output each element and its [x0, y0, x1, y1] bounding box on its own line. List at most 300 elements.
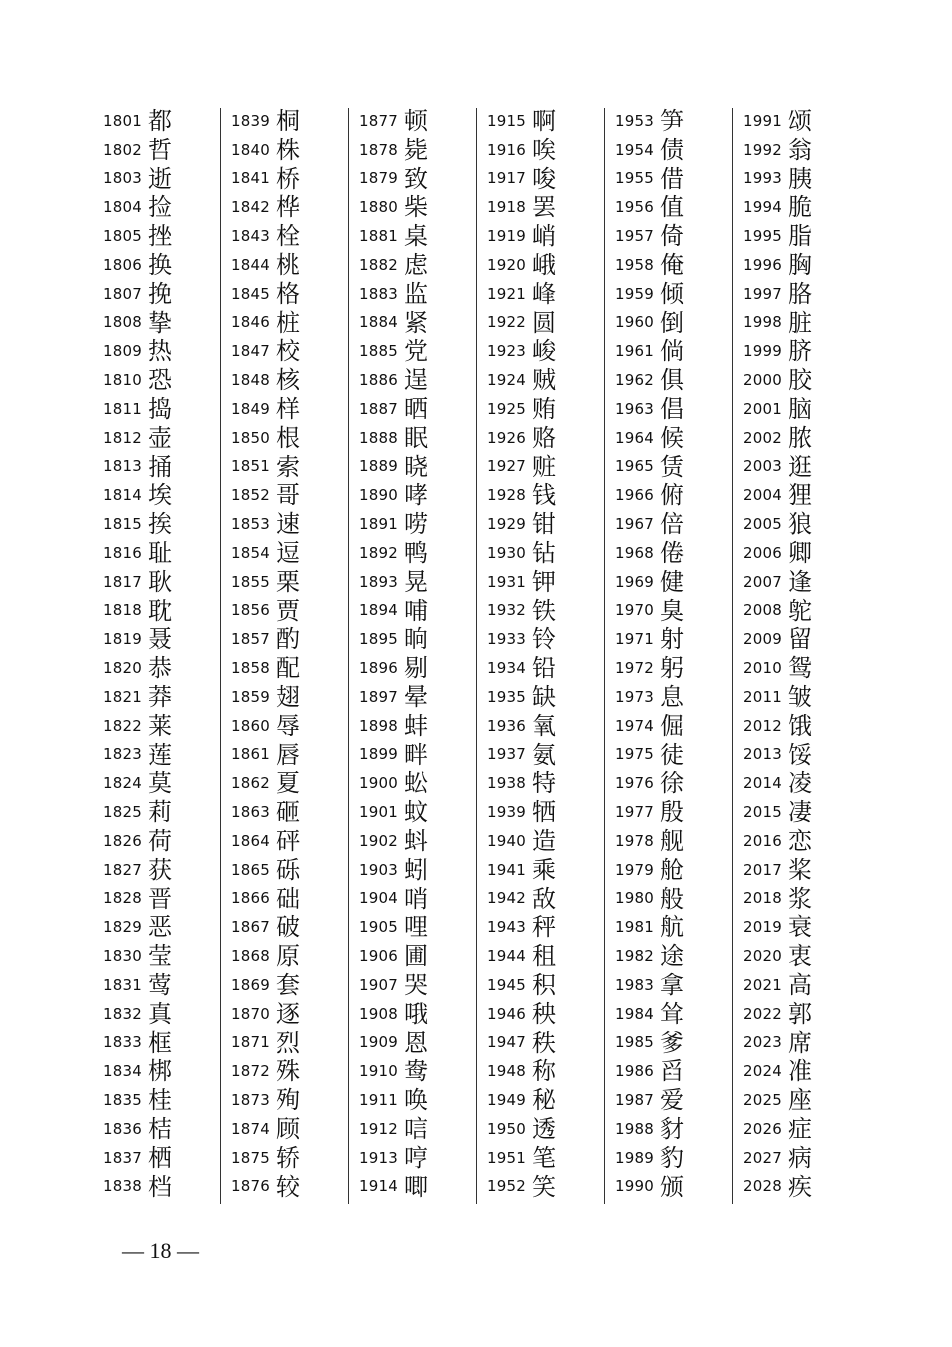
- entry-number: 2025: [743, 1091, 782, 1110]
- list-item: [224, 680, 348, 709]
- entry-number: 1854: [231, 543, 270, 562]
- entry-character: 栗: [276, 567, 300, 596]
- entry-number: 1872: [231, 1062, 270, 1081]
- entry-number: 1827: [103, 860, 142, 879]
- list-item: [480, 334, 604, 366]
- entry-number: 1950: [487, 1119, 526, 1138]
- list-item: [224, 738, 348, 767]
- list-item: [608, 738, 732, 767]
- entry-number: 1868: [231, 947, 270, 966]
- entry-character: 栓: [276, 222, 300, 251]
- list-item: [224, 162, 348, 191]
- entry-character: 逝: [148, 164, 172, 193]
- entry-character: 豺: [660, 1114, 684, 1143]
- entry-character: 晋: [148, 884, 172, 913]
- entry-number: 1936: [487, 716, 526, 735]
- column-3: [352, 104, 476, 1204]
- entry-number: 1817: [103, 572, 142, 591]
- list-item: [96, 248, 220, 277]
- entry-number: 1962: [615, 371, 654, 390]
- entry-number: 1945: [487, 975, 526, 994]
- entry-character: 哮: [404, 481, 428, 510]
- list-item: [480, 622, 604, 654]
- entry-number: 1934: [487, 659, 526, 678]
- list-item: [352, 594, 476, 623]
- list-item: [608, 392, 732, 421]
- entry-number: 1821: [103, 687, 142, 706]
- list-item: [736, 248, 860, 277]
- list-item: [352, 651, 476, 683]
- entry-number: 1958: [615, 255, 654, 274]
- entry-character: 峭: [532, 222, 556, 251]
- entry-number: 1963: [615, 399, 654, 418]
- column-divider: [220, 108, 221, 1204]
- list-item: [224, 594, 348, 623]
- entry-character: 哥: [276, 481, 300, 510]
- entry-number: 1813: [103, 457, 142, 476]
- entry-number: 1874: [231, 1119, 270, 1138]
- entry-number: 1932: [487, 601, 526, 620]
- entry-character: 造: [532, 826, 556, 855]
- entry-character: 卿: [788, 538, 812, 567]
- entry-number: 1990: [615, 1177, 654, 1196]
- entry-number: 1806: [103, 255, 142, 274]
- entry-number: 1837: [103, 1148, 142, 1167]
- entry-number: 2005: [743, 515, 782, 534]
- list-item: [352, 910, 476, 942]
- entry-number: 2017: [743, 860, 782, 879]
- entry-character: 梆: [148, 1057, 172, 1086]
- entry-number: 1961: [615, 342, 654, 361]
- list-item: [224, 478, 348, 510]
- list-item: [480, 1112, 604, 1141]
- list-item: [352, 882, 476, 911]
- entry-number: 1909: [359, 1033, 398, 1052]
- list-item: [608, 680, 732, 709]
- entry-number: 1930: [487, 543, 526, 562]
- entry-character: 速: [276, 510, 300, 539]
- entry-number: 1966: [615, 486, 654, 505]
- entry-number: 2023: [743, 1033, 782, 1052]
- list-item: [736, 594, 860, 623]
- list-item: [736, 1083, 860, 1115]
- list-item: [352, 1141, 476, 1170]
- list-item: [96, 334, 220, 366]
- entry-number: 1905: [359, 918, 398, 937]
- entry-character: 莺: [148, 970, 172, 999]
- entry-character: 逐: [276, 999, 300, 1028]
- entry-character: 致: [404, 164, 428, 193]
- entry-character: 翅: [276, 682, 300, 711]
- entry-number: 1842: [231, 198, 270, 217]
- entry-character: 蚌: [404, 711, 428, 740]
- list-item: [224, 853, 348, 882]
- entry-number: 1995: [743, 227, 782, 246]
- entry-number: 1986: [615, 1062, 654, 1081]
- entry-character: 氨: [532, 740, 556, 769]
- entry-number: 1852: [231, 486, 270, 505]
- entry-number: 1869: [231, 975, 270, 994]
- list-item: [96, 853, 220, 882]
- entry-number: 1815: [103, 515, 142, 534]
- entry-character: 饿: [788, 711, 812, 740]
- list-item: [736, 910, 860, 942]
- entry-character: 贾: [276, 596, 300, 625]
- entry-number: 1865: [231, 860, 270, 879]
- entry-character: 挫: [148, 222, 172, 251]
- entry-character: 衰: [788, 913, 812, 942]
- list-item: [480, 190, 604, 222]
- entry-number: 1979: [615, 860, 654, 879]
- entry-character: 俯: [660, 481, 684, 510]
- list-item: [480, 363, 604, 395]
- list-item: [736, 853, 860, 882]
- list-item: [608, 594, 732, 623]
- entry-number: 1948: [487, 1062, 526, 1081]
- entry-number: 1920: [487, 255, 526, 274]
- entry-character: 峨: [532, 250, 556, 279]
- entry-number: 1877: [359, 111, 398, 130]
- entry-character: 捡: [148, 193, 172, 222]
- entry-character: 狸: [788, 481, 812, 510]
- entry-number: 2006: [743, 543, 782, 562]
- entry-character: 钻: [532, 538, 556, 567]
- entry-number: 1856: [231, 601, 270, 620]
- entry-character: 爹: [660, 1028, 684, 1057]
- entry-character: 耻: [148, 538, 172, 567]
- entry-number: 2008: [743, 601, 782, 620]
- entry-character: 钾: [532, 567, 556, 596]
- entry-character: 栖: [148, 1143, 172, 1172]
- entry-number: 1972: [615, 659, 654, 678]
- list-item: [352, 363, 476, 395]
- list-item: [224, 450, 348, 479]
- entry-character: 酌: [276, 625, 300, 654]
- entry-number: 1960: [615, 313, 654, 332]
- entry-number: 1824: [103, 774, 142, 793]
- list-item: [480, 939, 604, 971]
- entry-number: 1878: [359, 140, 398, 159]
- entry-number: 1883: [359, 284, 398, 303]
- entry-number: 1855: [231, 572, 270, 591]
- column-2: [224, 104, 348, 1204]
- entry-number: 1917: [487, 169, 526, 188]
- list-item: [736, 392, 860, 421]
- entry-character: 晌: [404, 625, 428, 654]
- list-item: [224, 334, 348, 366]
- list-item: [608, 277, 732, 306]
- page-number: — 18 —: [122, 1238, 199, 1263]
- list-item: [736, 565, 860, 594]
- list-item: [224, 536, 348, 565]
- entry-character: 辱: [276, 711, 300, 740]
- entry-character: 砾: [276, 855, 300, 884]
- entry-number: 1889: [359, 457, 398, 476]
- list-item: [480, 910, 604, 942]
- entry-character: 贼: [532, 366, 556, 395]
- entry-number: 1822: [103, 716, 142, 735]
- entry-number: 2002: [743, 428, 782, 447]
- entry-number: 1926: [487, 428, 526, 447]
- entry-character: 高: [788, 970, 812, 999]
- entry-number: 2024: [743, 1062, 782, 1081]
- entry-character: 唧: [404, 1172, 428, 1201]
- list-item: [480, 1054, 604, 1086]
- entry-character: 鸳: [788, 654, 812, 683]
- column-divider: [476, 108, 477, 1204]
- list-item: [96, 1170, 220, 1199]
- entry-number: 1911: [359, 1091, 398, 1110]
- list-item: [96, 450, 220, 479]
- entry-character: 莱: [148, 711, 172, 740]
- entry-number: 1814: [103, 486, 142, 505]
- list-item: [736, 507, 860, 539]
- list-item: [352, 1026, 476, 1055]
- list-item: [480, 882, 604, 911]
- entry-number: 1833: [103, 1033, 142, 1052]
- entry-character: 莽: [148, 682, 172, 711]
- entry-number: 1928: [487, 486, 526, 505]
- entry-character: 热: [148, 337, 172, 366]
- entry-number: 1941: [487, 860, 526, 879]
- list-item: [608, 248, 732, 277]
- entry-character: 党: [404, 337, 428, 366]
- entry-number: 1880: [359, 198, 398, 217]
- entry-number: 1912: [359, 1119, 398, 1138]
- entry-number: 1915: [487, 111, 526, 130]
- list-item: [96, 766, 220, 798]
- list-item: [480, 824, 604, 853]
- entry-character: 候: [660, 423, 684, 452]
- entry-character: 恋: [788, 826, 812, 855]
- list-item: [480, 450, 604, 479]
- list-item: [480, 594, 604, 623]
- entry-number: 1983: [615, 975, 654, 994]
- entry-character: 途: [660, 942, 684, 971]
- list-item: [224, 392, 348, 421]
- entry-character: 桥: [276, 164, 300, 193]
- list-item: [352, 306, 476, 335]
- entry-character: 核: [276, 366, 300, 395]
- list-item: [224, 565, 348, 594]
- list-item: [224, 968, 348, 997]
- list-item: [96, 219, 220, 251]
- entry-character: 铅: [532, 654, 556, 683]
- entry-number: 1916: [487, 140, 526, 159]
- entry-character: 顾: [276, 1114, 300, 1143]
- entry-character: 圃: [404, 942, 428, 971]
- entry-number: 1957: [615, 227, 654, 246]
- entry-number: 1867: [231, 918, 270, 937]
- entry-number: 2015: [743, 803, 782, 822]
- list-item: [608, 882, 732, 911]
- entry-character: 射: [660, 625, 684, 654]
- list-item: [224, 1026, 348, 1055]
- entry-character: 挽: [148, 279, 172, 308]
- entry-number: 1974: [615, 716, 654, 735]
- list-item: [480, 133, 604, 162]
- entry-number: 1820: [103, 659, 142, 678]
- entry-character: 脏: [788, 308, 812, 337]
- list-item: [480, 104, 604, 133]
- list-item: [96, 478, 220, 510]
- list-item: [608, 622, 732, 654]
- list-item: [480, 853, 604, 882]
- entry-number: 1951: [487, 1148, 526, 1167]
- entry-number: 1969: [615, 572, 654, 591]
- entry-character: 桐: [276, 106, 300, 135]
- list-item: [480, 766, 604, 798]
- list-item: [736, 824, 860, 853]
- entry-character: 鸵: [788, 596, 812, 625]
- list-item: [608, 651, 732, 683]
- list-item: [608, 306, 732, 335]
- entry-character: 毙: [404, 135, 428, 164]
- list-item: [224, 766, 348, 798]
- entry-character: 罢: [532, 193, 556, 222]
- column-divider: [348, 108, 349, 1204]
- list-item: [736, 738, 860, 767]
- entry-number: 1968: [615, 543, 654, 562]
- entry-character: 倔: [660, 711, 684, 740]
- entry-number: 1851: [231, 457, 270, 476]
- list-item: [480, 219, 604, 251]
- entry-number: 1938: [487, 774, 526, 793]
- list-item: [224, 939, 348, 971]
- entry-character: 眠: [404, 423, 428, 452]
- entry-number: 1973: [615, 687, 654, 706]
- entry-number: 2003: [743, 457, 782, 476]
- entry-character: 莹: [148, 942, 172, 971]
- list-item: [736, 277, 860, 306]
- entry-character: 哺: [404, 596, 428, 625]
- entry-number: 1818: [103, 601, 142, 620]
- entry-number: 1918: [487, 198, 526, 217]
- entry-character: 晃: [404, 567, 428, 596]
- list-item: [96, 910, 220, 942]
- entry-character: 捅: [148, 452, 172, 481]
- entry-character: 蚣: [404, 769, 428, 798]
- list-item: [352, 1054, 476, 1086]
- entry-character: 轿: [276, 1143, 300, 1172]
- entry-number: 1875: [231, 1148, 270, 1167]
- entry-number: 1898: [359, 716, 398, 735]
- list-item: [224, 1054, 348, 1086]
- entry-character: 倘: [660, 337, 684, 366]
- entry-character: 胳: [788, 279, 812, 308]
- list-item: [608, 968, 732, 997]
- list-item: [480, 162, 604, 191]
- entry-character: 真: [148, 999, 172, 1028]
- entry-number: 1903: [359, 860, 398, 879]
- list-item: [224, 219, 348, 251]
- entry-character: 留: [788, 625, 812, 654]
- entry-number: 2001: [743, 399, 782, 418]
- list-item: [736, 1054, 860, 1086]
- entry-character: 恭: [148, 654, 172, 683]
- entry-number: 1863: [231, 803, 270, 822]
- entry-character: 舱: [660, 855, 684, 884]
- entry-character: 配: [276, 654, 300, 683]
- column-divider: [732, 108, 733, 1204]
- entry-number: 1904: [359, 889, 398, 908]
- entry-number: 1993: [743, 169, 782, 188]
- entry-number: 1887: [359, 399, 398, 418]
- entry-character: 蚪: [404, 826, 428, 855]
- list-item: [96, 1141, 220, 1170]
- entry-character: 套: [276, 970, 300, 999]
- list-item: [480, 421, 604, 450]
- list-item: [608, 766, 732, 798]
- list-item: [608, 363, 732, 395]
- entry-number: 1896: [359, 659, 398, 678]
- entry-character: 校: [276, 337, 300, 366]
- entry-character: 透: [532, 1114, 556, 1143]
- list-item: [608, 1170, 732, 1199]
- entry-character: 积: [532, 970, 556, 999]
- entry-character: 恐: [148, 366, 172, 395]
- entry-character: 航: [660, 913, 684, 942]
- entry-number: 1812: [103, 428, 142, 447]
- entry-number: 1848: [231, 371, 270, 390]
- entry-character: 鸭: [404, 538, 428, 567]
- list-item: [224, 1170, 348, 1199]
- entry-character: 狼: [788, 510, 812, 539]
- entry-character: 虑: [404, 250, 428, 279]
- entry-character: 准: [788, 1057, 812, 1086]
- list-item: [736, 1141, 860, 1170]
- entry-number: 1805: [103, 227, 142, 246]
- entry-number: 1892: [359, 543, 398, 562]
- entry-number: 1952: [487, 1177, 526, 1196]
- entry-character: 借: [660, 164, 684, 193]
- entry-number: 1843: [231, 227, 270, 246]
- entry-character: 胶: [788, 366, 812, 395]
- entry-number: 2018: [743, 889, 782, 908]
- entry-character: 秧: [532, 999, 556, 1028]
- entry-character: 础: [276, 884, 300, 913]
- entry-character: 脑: [788, 394, 812, 423]
- entry-character: 笑: [532, 1172, 556, 1201]
- entry-character: 特: [532, 769, 556, 798]
- entry-number: 1987: [615, 1091, 654, 1110]
- entry-character: 租: [532, 942, 556, 971]
- entry-number: 1956: [615, 198, 654, 217]
- list-item: [736, 680, 860, 709]
- entry-number: 1829: [103, 918, 142, 937]
- list-item: [224, 824, 348, 853]
- entry-character: 烈: [276, 1028, 300, 1057]
- entry-number: 2026: [743, 1119, 782, 1138]
- list-item: [224, 104, 348, 133]
- entry-character: 胸: [788, 250, 812, 279]
- list-item: [352, 709, 476, 738]
- list-item: [608, 824, 732, 853]
- entry-character: 赃: [532, 452, 556, 481]
- list-item: [608, 997, 732, 1026]
- entry-character: 俱: [660, 366, 684, 395]
- entry-number: 2027: [743, 1148, 782, 1167]
- list-item: [352, 133, 476, 162]
- entry-number: 2022: [743, 1004, 782, 1023]
- entry-number: 1893: [359, 572, 398, 591]
- entry-character: 哼: [404, 1143, 428, 1172]
- list-item: [352, 1083, 476, 1115]
- list-item: [736, 622, 860, 654]
- entry-number: 1953: [615, 111, 654, 130]
- entry-number: 2009: [743, 630, 782, 649]
- list-item: [352, 968, 476, 997]
